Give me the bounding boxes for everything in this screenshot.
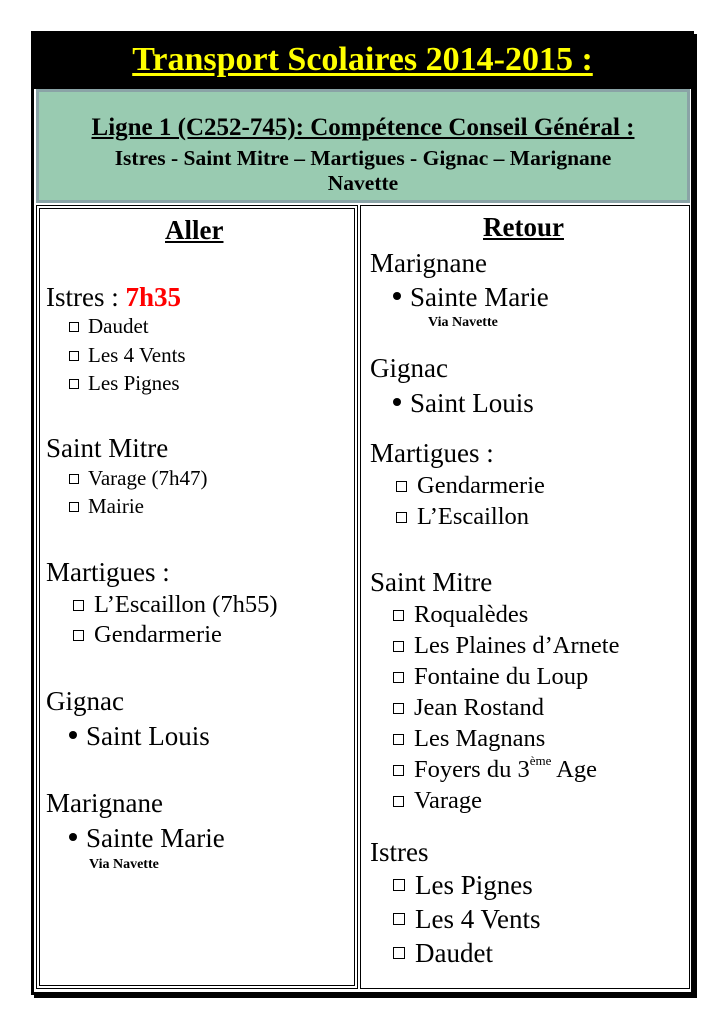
- list-item: Les Plaines d’Arnete: [393, 632, 619, 660]
- checkbox-icon: [69, 502, 79, 512]
- checkbox-icon: [73, 600, 84, 611]
- aller-saint-mitre-city: Saint Mitre: [46, 433, 169, 463]
- list-item: Les Magnans: [393, 725, 545, 753]
- checkbox-icon: [393, 734, 404, 745]
- bullet-icon: [69, 833, 77, 841]
- checkbox-icon: [396, 481, 407, 492]
- checkbox-icon: [393, 913, 405, 925]
- checkbox-icon: [393, 703, 404, 714]
- checkbox-icon: [393, 672, 404, 683]
- checkbox-icon: [69, 322, 79, 332]
- route-description: Istres - Saint Mitre – Martigues - Gignac – Marignane: [114, 146, 612, 170]
- checkbox-icon: [393, 947, 405, 959]
- list-item: Varage (7h47): [69, 466, 208, 491]
- checkbox-icon: [393, 641, 404, 652]
- page-title: Transport Scolaires 2014-2015 :: [132, 41, 593, 78]
- retour-istres-city: Istres: [370, 837, 429, 867]
- list-item: Gendarmerie: [73, 621, 222, 649]
- list-item: Varage: [393, 787, 482, 815]
- retour-gignac-city: Gignac: [370, 353, 448, 383]
- retour-martigues-city: Martigues :: [370, 438, 494, 468]
- list-item: Les Pignes: [69, 371, 180, 396]
- list-item: Daudet: [69, 314, 149, 339]
- checkbox-icon: [393, 796, 404, 807]
- list-item: Saint Louis: [69, 721, 210, 752]
- list-item: Saint Louis: [393, 388, 534, 419]
- checkbox-icon: [69, 379, 79, 389]
- checkbox-icon: [69, 351, 79, 361]
- retour-saint-mitre-city: Saint Mitre: [370, 567, 493, 597]
- list-item: Mairie: [69, 494, 144, 519]
- list-item: Sainte Marie: [69, 823, 225, 854]
- list-item: Daudet: [393, 938, 493, 969]
- title-bar: [31, 31, 694, 89]
- aller-istres-city: Istres : 7h35: [46, 282, 182, 312]
- aller-heading: Aller: [165, 215, 224, 245]
- aller-martigues-city: Martigues :: [46, 557, 170, 587]
- list-item: Jean Rostand: [393, 694, 544, 722]
- list-item: L’Escaillon (7h55): [73, 591, 278, 619]
- list-item: Fontaine du Loup: [393, 663, 588, 691]
- list-item: Les 4 Vents: [69, 343, 186, 368]
- aller-marignane-city: Marignane: [46, 788, 163, 818]
- via-note: Via Navette: [428, 315, 498, 330]
- retour-heading: Retour: [483, 212, 564, 242]
- shuttle-label: Navette: [327, 171, 399, 195]
- retour-marignane-city: Marignane: [370, 248, 487, 278]
- checkbox-icon: [393, 879, 405, 891]
- line-title: Ligne 1 (C252-745): Compétence Conseil Général :: [91, 114, 635, 141]
- list-item: Foyers du 3ème Age: [393, 756, 597, 784]
- checkbox-icon: [73, 630, 84, 641]
- checkbox-icon: [393, 765, 404, 776]
- list-item: Roqualèdes: [393, 601, 528, 629]
- list-item: L’Escaillon: [396, 503, 529, 531]
- checkbox-icon: [393, 610, 404, 621]
- line-info-banner: [36, 89, 690, 203]
- bullet-icon: [393, 292, 401, 300]
- via-note: Via Navette: [89, 857, 159, 872]
- departure-time: 7h35: [125, 282, 182, 312]
- checkbox-icon: [69, 474, 79, 484]
- list-item: Les 4 Vents: [393, 904, 541, 935]
- list-item: Sainte Marie: [393, 282, 549, 313]
- list-item: Les Pignes: [393, 870, 533, 901]
- bullet-icon: [393, 398, 401, 406]
- list-item: Gendarmerie: [396, 472, 545, 500]
- aller-gignac-city: Gignac: [46, 686, 124, 716]
- checkbox-icon: [396, 512, 407, 523]
- bullet-icon: [69, 731, 77, 739]
